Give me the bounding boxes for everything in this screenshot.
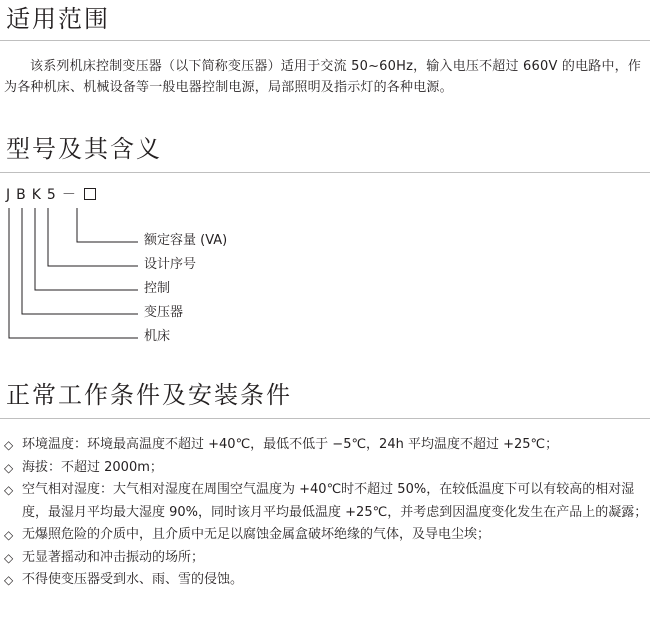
diamond-bullet-icon: ◇	[4, 550, 14, 565]
section-title-model: 型号及其含义	[6, 135, 162, 163]
legend-control: 控制	[144, 281, 171, 296]
capacity-placeholder-box	[84, 188, 96, 200]
list-item	[4, 457, 648, 480]
condition-medium: 无爆照危险的介质中，且介质中无足以腐蚀金属盒破坏绝缘的气体，及导电尘埃；	[22, 527, 491, 542]
legend-capacity: 额定容量 (VA)	[144, 233, 228, 248]
diamond-bullet-icon: ◇	[4, 438, 14, 452]
tree-line-transformer	[22, 208, 138, 314]
diamond-bullet-icon: ◇	[4, 483, 14, 497]
tree-line-control	[35, 208, 138, 290]
legend-transformer: 变压器	[144, 305, 184, 320]
diamond-bullet-icon: ◇	[4, 460, 14, 475]
condition-vibration: 无显著摇动和冲击振动的场所；	[22, 549, 205, 565]
tree-line-design	[48, 208, 138, 266]
condition-altitude: 海拔：不超过 2000m；	[22, 459, 163, 475]
legend-design-number: 设计序号	[144, 257, 197, 272]
section-title-scope: 适用范围	[6, 5, 110, 33]
list-item	[4, 547, 648, 570]
condition-weather: 不得使变压器受到水、雨、雪的侵蚀。	[22, 572, 244, 587]
section-divider	[0, 40, 650, 41]
condition-humidity: 空气相对湿度：大气相对湿度在周围空气温度为 +40℃时不超过 50%，在较低温度下可以有较高的相对湿度，最湿月平均最大湿度 90%，同时该月平均最低温度 +25℃，并考虑到因温度变化发生在产品上的凝露；	[22, 482, 648, 520]
list-item	[4, 479, 648, 524]
section-divider	[0, 418, 650, 419]
section-divider	[0, 172, 650, 173]
tree-line-capacity	[77, 208, 138, 242]
legend-machine: 机床	[144, 329, 171, 344]
scope-paragraph: 该系列机床控制变压器（以下简称变压器）适用于交流 50~60Hz，输入电压不超过 660V 的电路中，作为各种机床、机械设备等一般电器控制电源，局部照明及指示灯的各种电源。	[4, 59, 642, 95]
list-item	[4, 434, 648, 457]
section-title-conditions: 正常工作条件及安装条件	[6, 381, 292, 409]
diamond-bullet-icon: ◇	[4, 573, 14, 587]
tree-line-machine	[9, 208, 138, 338]
list-item	[4, 569, 648, 592]
conditions-list	[4, 434, 648, 592]
diamond-bullet-icon: ◇	[4, 528, 14, 542]
condition-temperature: 环境温度：环境最高温度不超过 +40℃，最低不低于 −5℃，24h 平均温度不超过 +25℃；	[22, 437, 559, 452]
model-code	[6, 186, 96, 204]
list-item	[4, 524, 648, 547]
model-code-text: JBK5－	[6, 187, 82, 203]
